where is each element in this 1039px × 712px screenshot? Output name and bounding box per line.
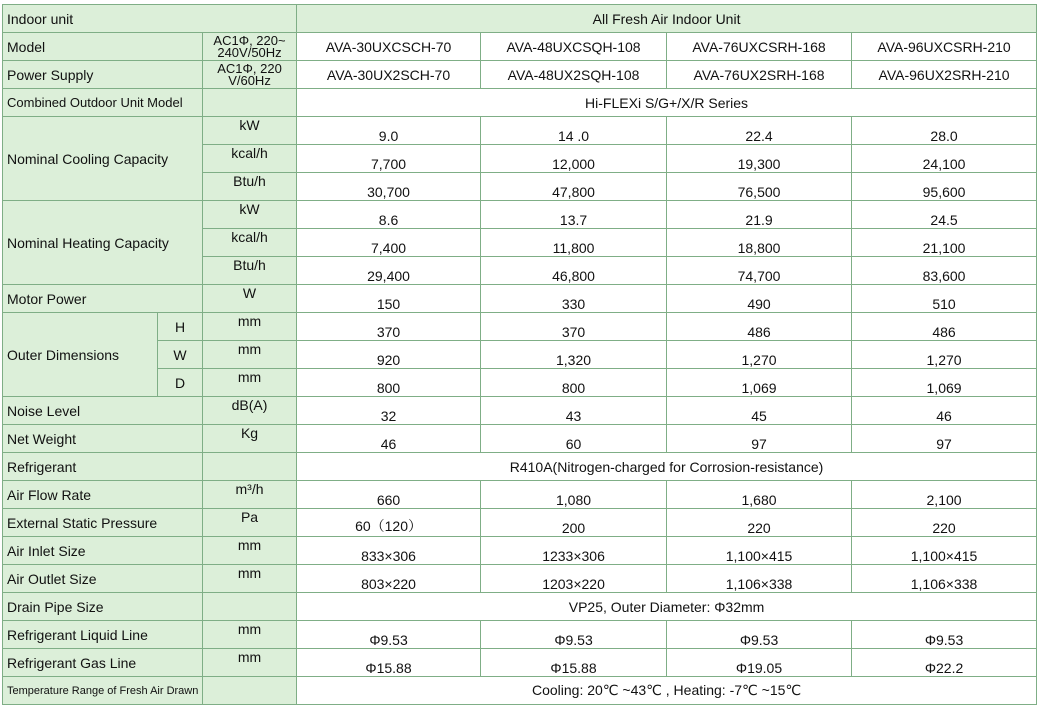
air-outlet-value: 1,106×338 [852,565,1037,593]
net-weight-value: 97 [667,425,852,453]
power-supply-value: AVA-76UX2SRH-168 [667,61,852,89]
drain-pipe-row [3,593,1037,621]
air-inlet-row [3,537,1037,565]
heating-value: 18,800 [667,229,852,257]
dimensions-row-w [3,341,1037,369]
heating-value: 21.9 [667,201,852,229]
model-value: AVA-96UXCSRH-210 [852,33,1037,61]
model-supply: AC1Φ, 220~ 240V/50Hz [203,33,297,61]
dimensions-row-d [3,369,1037,397]
outdoor-unit-value: Hi-FLEXi S/G+/X/R Series [297,89,1037,117]
dimension-sublabel: D [158,369,203,397]
heating-unit: Btu/h [203,257,297,285]
cooling-unit: kW [203,117,297,145]
temp-range-unit [203,677,297,705]
power-supply-label: Power Supply [3,61,203,89]
heating-value: 83,600 [852,257,1037,285]
static-pressure-row [3,509,1037,537]
dimension-value: 1,069 [667,369,852,397]
heating-unit: kW [203,201,297,229]
dimension-value: 1,069 [852,369,1037,397]
static-pressure-value: 220 [667,509,852,537]
static-pressure-value: 60（120） [297,509,481,537]
power-supply-spec: AC1Φ, 220 V/60Hz [203,61,297,89]
air-outlet-value: 803×220 [297,565,481,593]
liquid-line-value: Φ9.53 [852,621,1037,649]
refrigerant-unit [203,453,297,481]
power-supply-row [3,61,1037,89]
cooling-value: 24,100 [852,145,1037,173]
net-weight-label: Net Weight [3,425,203,453]
spec-table [2,4,1037,705]
net-weight-value: 97 [852,425,1037,453]
net-weight-row [3,425,1037,453]
air-inlet-value: 1,100×415 [852,537,1037,565]
heating-value: 7,400 [297,229,481,257]
motor-power-label: Motor Power [3,285,203,313]
air-inlet-value: 833×306 [297,537,481,565]
cooling-value: 28.0 [852,117,1037,145]
air-flow-value: 1,080 [481,481,667,509]
air-inlet-unit: mm [203,537,297,565]
cooling-value: 9.0 [297,117,481,145]
corner-label: Indoor unit [3,5,297,33]
air-inlet-label: Air Inlet Size [3,537,203,565]
cooling-value: 76,500 [667,173,852,201]
dimension-value: 1,270 [667,341,852,369]
air-inlet-value: 1,100×415 [667,537,852,565]
liquid-line-row [3,621,1037,649]
cooling-value: 14 .0 [481,117,667,145]
cooling-value: 22.4 [667,117,852,145]
power-supply-value: AVA-48UX2SQH-108 [481,61,667,89]
outdoor-unit-unit [203,89,297,117]
drain-pipe-value: VP25, Outer Diameter: Φ32mm [297,593,1037,621]
dimension-value: 370 [481,313,667,341]
dimension-value: 1,320 [481,341,667,369]
noise-level-value: 43 [481,397,667,425]
refrigerant-row [3,453,1037,481]
dimension-unit: mm [203,341,297,369]
noise-level-label: Noise Level [3,397,203,425]
cooling-value: 12,000 [481,145,667,173]
dimension-sublabel: H [158,313,203,341]
dimension-value: 486 [852,313,1037,341]
drain-pipe-label: Drain Pipe Size [3,593,203,621]
noise-level-row [3,397,1037,425]
motor-power-value: 490 [667,285,852,313]
outdoor-unit-label: Combined Outdoor Unit Model [3,89,203,117]
static-pressure-label: External Static Pressure [3,509,203,537]
drain-pipe-unit [203,593,297,621]
refrigerant-label: Refrigerant [3,453,203,481]
header-row [3,5,1037,33]
noise-level-value: 32 [297,397,481,425]
air-flow-row [3,481,1037,509]
model-label: Model [3,33,203,61]
dimension-value: 800 [481,369,667,397]
heating-value: 8.6 [297,201,481,229]
noise-level-unit: dB(A) [203,397,297,425]
power-supply-value: AVA-96UX2SRH-210 [852,61,1037,89]
model-value: AVA-30UXCSCH-70 [297,33,481,61]
air-outlet-row [3,565,1037,593]
dimension-unit: mm [203,313,297,341]
gas-line-row [3,649,1037,677]
motor-power-value: 330 [481,285,667,313]
cooling-value: 19,300 [667,145,852,173]
cooling-row-kw [3,117,1037,145]
static-pressure-value: 220 [852,509,1037,537]
liquid-line-label: Refrigerant Liquid Line [3,621,203,649]
motor-power-unit: W [203,285,297,313]
heating-value: 46,800 [481,257,667,285]
temp-range-row [3,677,1037,705]
motor-power-value: 510 [852,285,1037,313]
dimension-value: 486 [667,313,852,341]
net-weight-value: 46 [297,425,481,453]
heating-row-kw [3,201,1037,229]
heating-capacity-label: Nominal Heating Capacity [3,201,203,285]
noise-level-value: 45 [667,397,852,425]
heating-value: 13.7 [481,201,667,229]
static-pressure-value: 200 [481,509,667,537]
model-row [3,33,1037,61]
dimension-sublabel: W [158,341,203,369]
gas-line-value: Φ15.88 [297,649,481,677]
model-value: AVA-48UXCSQH-108 [481,33,667,61]
air-flow-label: Air Flow Rate [3,481,203,509]
heating-unit: kcal/h [203,229,297,257]
net-weight-value: 60 [481,425,667,453]
dimension-unit: mm [203,369,297,397]
air-flow-unit: m³/h [203,481,297,509]
heating-value: 24.5 [852,201,1037,229]
cooling-value: 47,800 [481,173,667,201]
air-flow-value: 2,100 [852,481,1037,509]
model-value: AVA-76UXCSRH-168 [667,33,852,61]
temp-range-value: Cooling: 20℃ ~43℃ , Heating: -7℃ ~15℃ [297,677,1037,705]
liquid-line-unit: mm [203,621,297,649]
motor-power-row [3,285,1037,313]
air-flow-value: 660 [297,481,481,509]
air-outlet-label: Air Outlet Size [3,565,203,593]
dimension-value: 800 [297,369,481,397]
cooling-value: 7,700 [297,145,481,173]
dimensions-row-h [3,313,1037,341]
dimension-value: 920 [297,341,481,369]
gas-line-label: Refrigerant Gas Line [3,649,203,677]
static-pressure-unit: Pa [203,509,297,537]
cooling-unit: kcal/h [203,145,297,173]
outer-dimensions-label: Outer Dimensions [3,313,158,397]
cooling-value: 95,600 [852,173,1037,201]
liquid-line-value: Φ9.53 [481,621,667,649]
gas-line-value: Φ19.05 [667,649,852,677]
gas-line-value: Φ15.88 [481,649,667,677]
dimension-value: 370 [297,313,481,341]
liquid-line-value: Φ9.53 [297,621,481,649]
net-weight-unit: Kg [203,425,297,453]
cooling-value: 30,700 [297,173,481,201]
noise-level-value: 46 [852,397,1037,425]
outdoor-unit-row [3,89,1037,117]
motor-power-value: 150 [297,285,481,313]
heating-value: 11,800 [481,229,667,257]
air-outlet-unit: mm [203,565,297,593]
air-outlet-value: 1203×220 [481,565,667,593]
air-inlet-value: 1233×306 [481,537,667,565]
gas-line-unit: mm [203,649,297,677]
air-outlet-value: 1,106×338 [667,565,852,593]
heating-value: 21,100 [852,229,1037,257]
cooling-capacity-label: Nominal Cooling Capacity [3,117,203,201]
temp-range-label: Temperature Range of Fresh Air Drawn [3,677,203,705]
heating-value: 29,400 [297,257,481,285]
refrigerant-value: R410A(Nitrogen-charged for Corrosion-resistance) [297,453,1037,481]
liquid-line-value: Φ9.53 [667,621,852,649]
gas-line-value: Φ22.2 [852,649,1037,677]
cooling-unit: Btu/h [203,173,297,201]
air-flow-value: 1,680 [667,481,852,509]
unit-series-header: All Fresh Air Indoor Unit [297,5,1037,33]
power-supply-value: AVA-30UX2SCH-70 [297,61,481,89]
dimension-value: 1,270 [852,341,1037,369]
heating-value: 74,700 [667,257,852,285]
